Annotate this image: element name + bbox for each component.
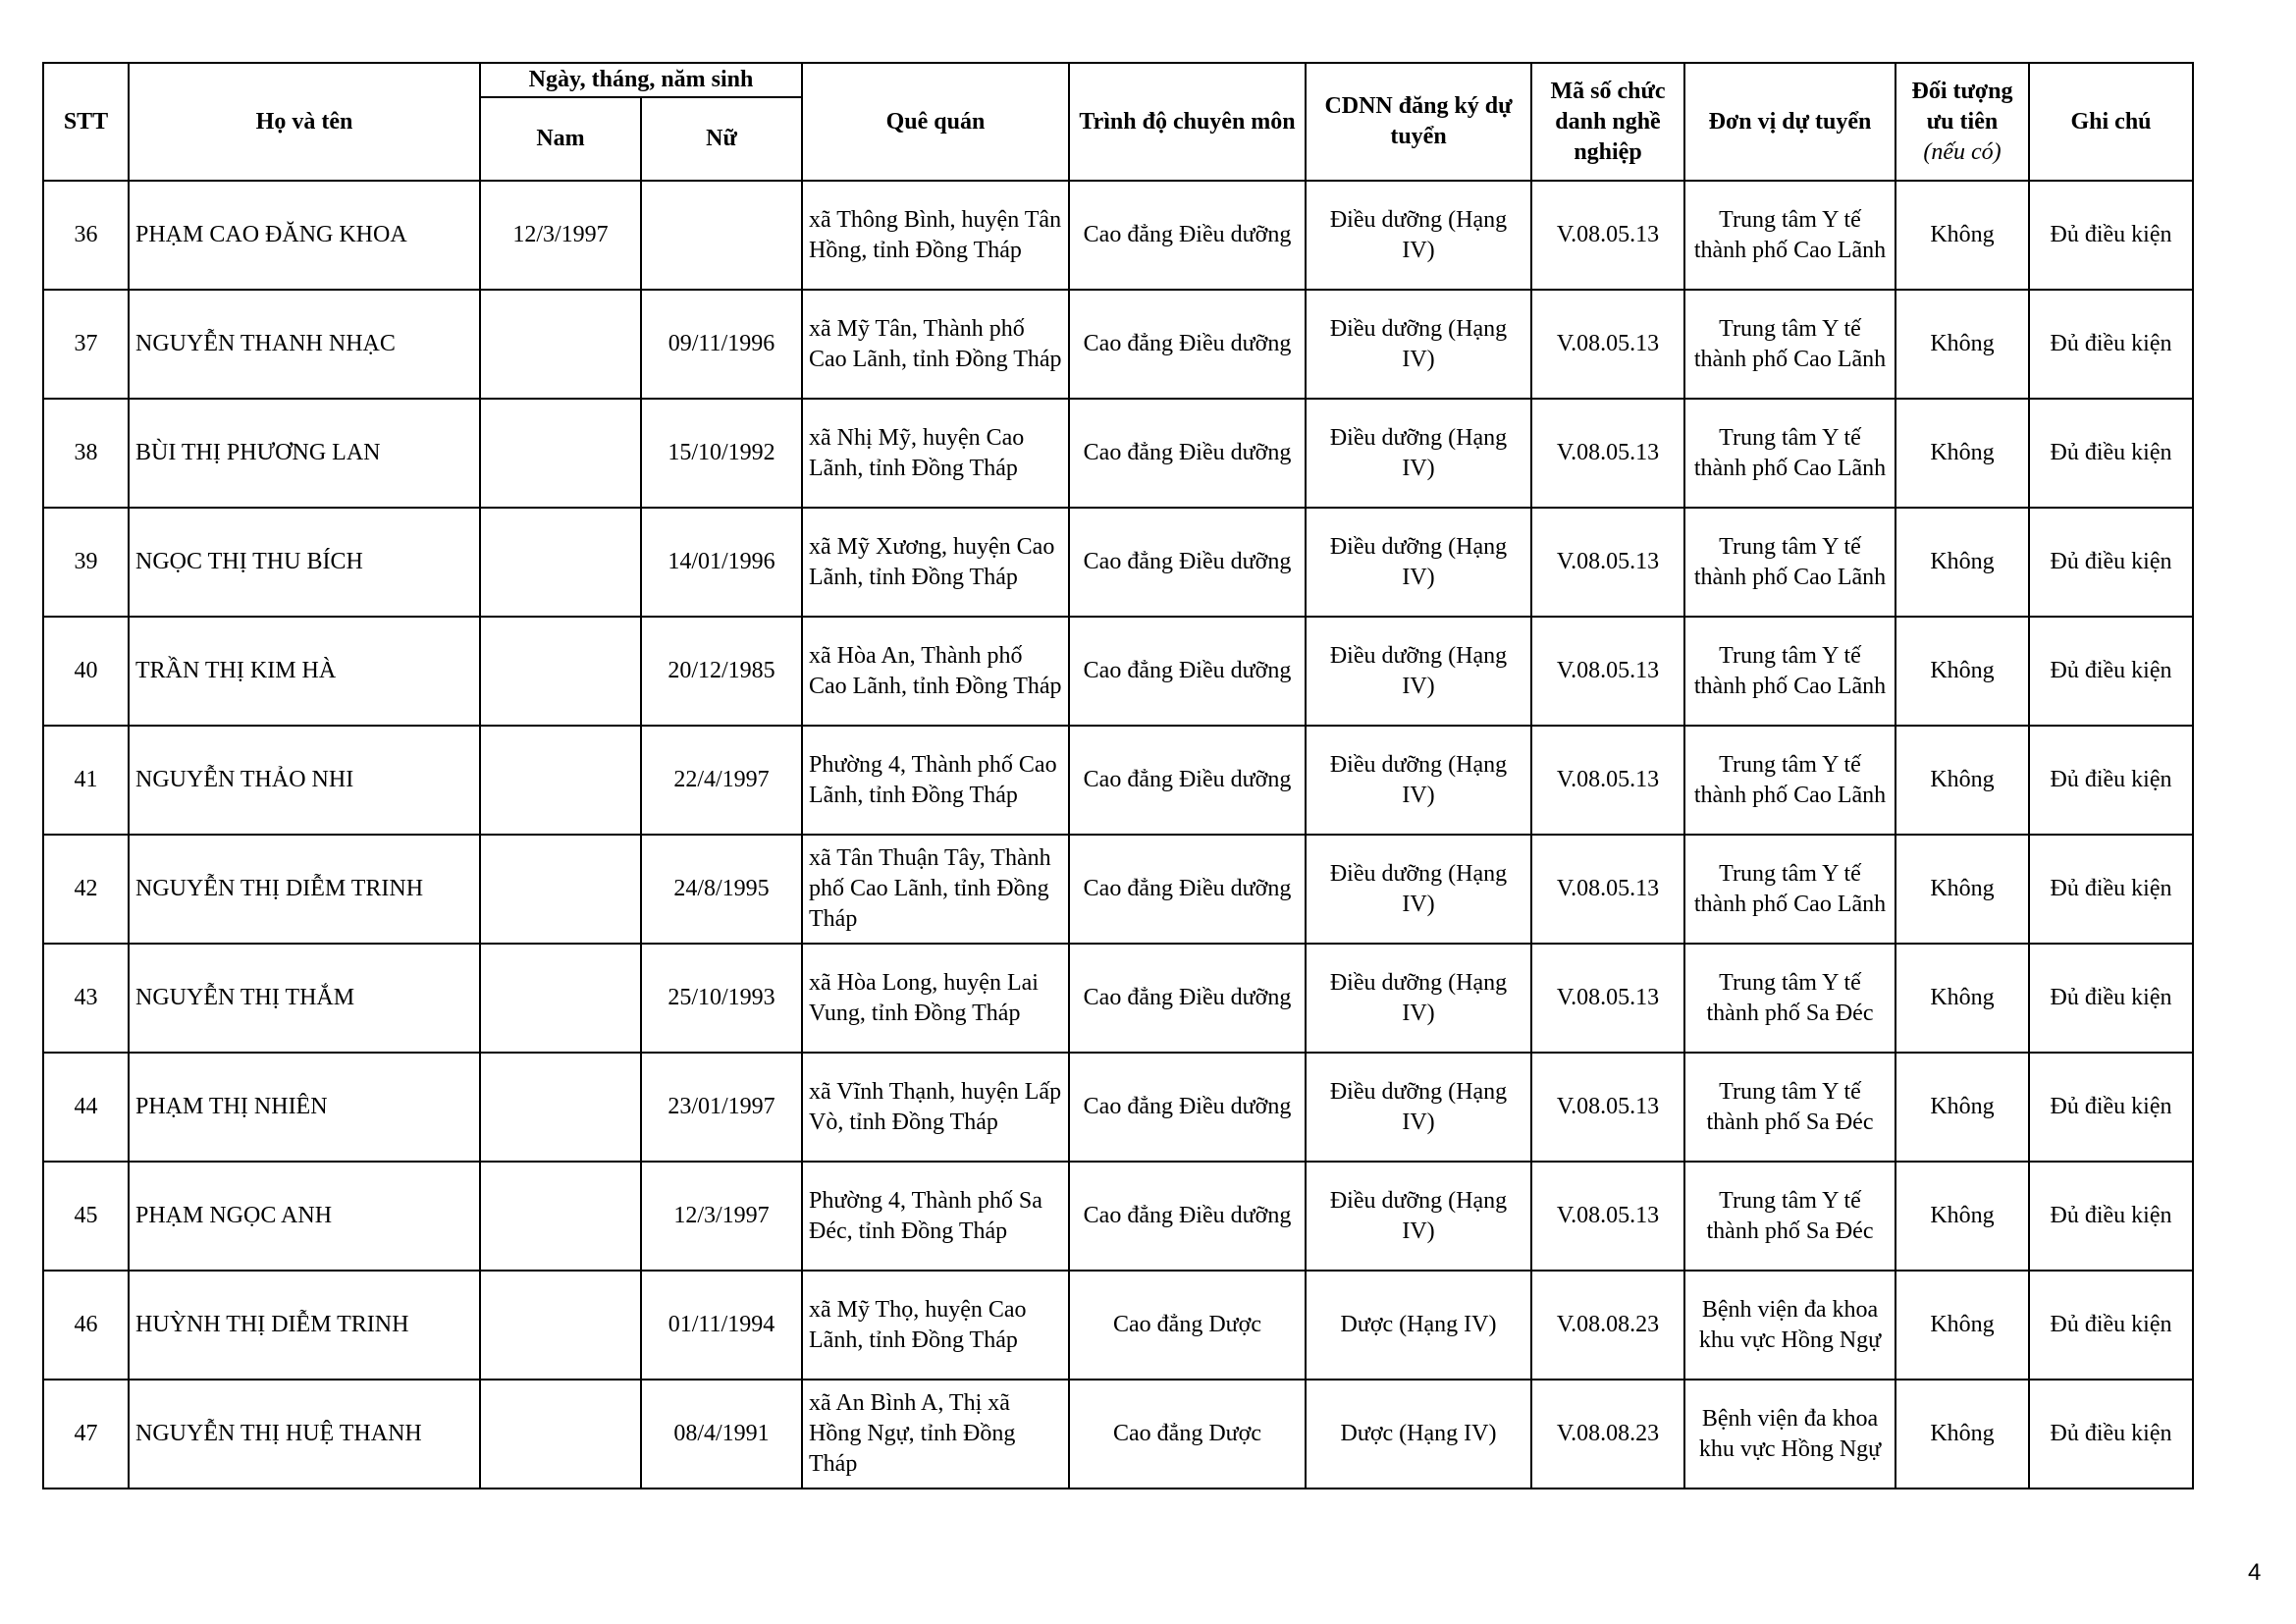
cell-ghi-chu: Đủ điều kiện: [2029, 508, 2193, 617]
cell-trinh-do: Cao đẳng Điều dưỡng: [1069, 944, 1306, 1053]
cell-stt: 36: [43, 181, 129, 290]
cell-ma-so: V.08.05.13: [1531, 1053, 1684, 1162]
table-row: [43, 290, 2193, 399]
cell-nam: [480, 508, 641, 617]
cell-ho-ten: PHẠM CAO ĐĂNG KHOA: [129, 181, 480, 290]
cell-nam: [480, 1380, 641, 1489]
cell-que-quan: xã An Bình A, Thị xã Hồng Ngự, tỉnh Đồng Tháp: [802, 1380, 1069, 1489]
cell-doi-tuong: Không: [1896, 290, 2029, 399]
table-row: [43, 181, 2193, 290]
cell-nu: 20/12/1985: [641, 617, 802, 726]
cell-nam: [480, 726, 641, 835]
cell-cdnn: Điều dưỡng (Hạng IV): [1306, 290, 1531, 399]
cell-ma-so: V.08.08.23: [1531, 1380, 1684, 1489]
cell-que-quan: xã Vĩnh Thạnh, huyện Lấp Vò, tỉnh Đồng Tháp: [802, 1053, 1069, 1162]
cell-don-vi: Trung tâm Y tế thành phố Cao Lãnh: [1684, 835, 1896, 944]
cell-doi-tuong: Không: [1896, 1053, 2029, 1162]
cell-don-vi: Trung tâm Y tế thành phố Sa Đéc: [1684, 1053, 1896, 1162]
cell-nu: 14/01/1996: [641, 508, 802, 617]
cell-stt: 42: [43, 835, 129, 944]
cell-ghi-chu: Đủ điều kiện: [2029, 1162, 2193, 1271]
cell-ma-so: V.08.05.13: [1531, 944, 1684, 1053]
cell-doi-tuong: Không: [1896, 1162, 2029, 1271]
cell-don-vi: Trung tâm Y tế thành phố Cao Lãnh: [1684, 726, 1896, 835]
cell-que-quan: Phường 4, Thành phố Cao Lãnh, tỉnh Đồng Tháp: [802, 726, 1069, 835]
cell-trinh-do: Cao đẳng Điều dưỡng: [1069, 1053, 1306, 1162]
cell-ghi-chu: Đủ điều kiện: [2029, 290, 2193, 399]
cell-trinh-do: Cao đẳng Dược: [1069, 1380, 1306, 1489]
cell-ma-so: V.08.05.13: [1531, 290, 1684, 399]
cell-nam: [480, 617, 641, 726]
cell-ghi-chu: Đủ điều kiện: [2029, 1380, 2193, 1489]
cell-ho-ten: NGUYỄN THANH NHẠC: [129, 290, 480, 399]
cell-ho-ten: NGUYỄN THỊ DIỄM TRINH: [129, 835, 480, 944]
cell-trinh-do: Cao đẳng Điều dưỡng: [1069, 181, 1306, 290]
cell-stt: 46: [43, 1271, 129, 1380]
cell-nu: 09/11/1996: [641, 290, 802, 399]
cell-que-quan: xã Mỹ Thọ, huyện Cao Lãnh, tỉnh Đồng Tháp: [802, 1271, 1069, 1380]
cell-don-vi: Bệnh viện đa khoa khu vực Hồng Ngự: [1684, 1380, 1896, 1489]
cell-cdnn: Điều dưỡng (Hạng IV): [1306, 399, 1531, 508]
cell-nu: [641, 181, 802, 290]
cell-doi-tuong: Không: [1896, 399, 2029, 508]
cell-don-vi: Bệnh viện đa khoa khu vực Hồng Ngự: [1684, 1271, 1896, 1380]
cell-que-quan: xã Hòa Long, huyện Lai Vung, tỉnh Đồng Tháp: [802, 944, 1069, 1053]
header-nu: Nữ: [641, 97, 802, 181]
cell-stt: 40: [43, 617, 129, 726]
cell-trinh-do: Cao đẳng Điều dưỡng: [1069, 726, 1306, 835]
cell-nu: 22/4/1997: [641, 726, 802, 835]
cell-stt: 41: [43, 726, 129, 835]
table-row: [43, 399, 2193, 508]
cell-stt: 39: [43, 508, 129, 617]
header-doi-tuong: [1896, 63, 2029, 181]
cell-don-vi: Trung tâm Y tế thành phố Sa Đéc: [1684, 1162, 1896, 1271]
cell-ghi-chu: Đủ điều kiện: [2029, 1271, 2193, 1380]
table-row: [43, 835, 2193, 944]
cell-doi-tuong: Không: [1896, 944, 2029, 1053]
header-ghi-chu: Ghi chú: [2029, 63, 2193, 181]
cell-ma-so: V.08.05.13: [1531, 617, 1684, 726]
cell-que-quan: xã Nhị Mỹ, huyện Cao Lãnh, tỉnh Đồng Tháp: [802, 399, 1069, 508]
cell-nam: [480, 399, 641, 508]
cell-ma-so: V.08.05.13: [1531, 399, 1684, 508]
cell-don-vi: Trung tâm Y tế thành phố Cao Lãnh: [1684, 399, 1896, 508]
table-row: [43, 944, 2193, 1053]
cell-stt: 37: [43, 290, 129, 399]
cell-ghi-chu: Đủ điều kiện: [2029, 726, 2193, 835]
cell-cdnn: Điều dưỡng (Hạng IV): [1306, 1162, 1531, 1271]
cell-que-quan: xã Thông Bình, huyện Tân Hồng, tỉnh Đồng Tháp: [802, 181, 1069, 290]
cell-doi-tuong: Không: [1896, 726, 2029, 835]
cell-que-quan: Phường 4, Thành phố Sa Đéc, tỉnh Đồng Tháp: [802, 1162, 1069, 1271]
cell-doi-tuong: Không: [1896, 1380, 2029, 1489]
cell-trinh-do: Cao đẳng Điều dưỡng: [1069, 290, 1306, 399]
cell-ma-so: V.08.05.13: [1531, 835, 1684, 944]
cell-cdnn: Dược (Hạng IV): [1306, 1271, 1531, 1380]
header-ngay-sinh: Ngày, tháng, năm sinh: [480, 63, 802, 97]
cell-ho-ten: PHẠM THỊ NHIÊN: [129, 1053, 480, 1162]
cell-ghi-chu: Đủ điều kiện: [2029, 944, 2193, 1053]
cell-ho-ten: NGUYỄN THỊ HUỆ THANH: [129, 1380, 480, 1489]
cell-trinh-do: Cao đẳng Điều dưỡng: [1069, 617, 1306, 726]
cell-ghi-chu: Đủ điều kiện: [2029, 617, 2193, 726]
header-doi-tuong-label: Đối tượng ưu tiên: [1911, 78, 2013, 135]
cell-trinh-do: Cao đẳng Điều dưỡng: [1069, 835, 1306, 944]
cell-ghi-chu: Đủ điều kiện: [2029, 835, 2193, 944]
candidate-table: [42, 62, 2194, 1489]
cell-ma-so: V.08.05.13: [1531, 1162, 1684, 1271]
header-nam: Nam: [480, 97, 641, 181]
cell-ho-ten: NGUYỄN THỊ THẮM: [129, 944, 480, 1053]
cell-doi-tuong: Không: [1896, 508, 2029, 617]
table-row: [43, 1271, 2193, 1380]
cell-cdnn: Điều dưỡng (Hạng IV): [1306, 1053, 1531, 1162]
cell-stt: 44: [43, 1053, 129, 1162]
header-stt: STT: [43, 63, 129, 181]
cell-ghi-chu: Đủ điều kiện: [2029, 181, 2193, 290]
cell-don-vi: Trung tâm Y tế thành phố Cao Lãnh: [1684, 617, 1896, 726]
table-body: [43, 181, 2193, 1489]
cell-que-quan: xã Tân Thuận Tây, Thành phố Cao Lãnh, tỉnh Đồng Tháp: [802, 835, 1069, 944]
cell-cdnn: Điều dưỡng (Hạng IV): [1306, 508, 1531, 617]
cell-que-quan: xã Mỹ Xương, huyện Cao Lãnh, tỉnh Đồng Tháp: [802, 508, 1069, 617]
cell-nu: 01/11/1994: [641, 1271, 802, 1380]
table-row: [43, 617, 2193, 726]
cell-nu: 23/01/1997: [641, 1053, 802, 1162]
cell-stt: 47: [43, 1380, 129, 1489]
cell-ghi-chu: Đủ điều kiện: [2029, 1053, 2193, 1162]
header-don-vi: Đơn vị dự tuyển: [1684, 63, 1896, 181]
cell-ho-ten: NGỌC THỊ THU BÍCH: [129, 508, 480, 617]
table-row: [43, 508, 2193, 617]
header-cdnn: CDNN đăng ký dự tuyển: [1306, 63, 1531, 181]
cell-doi-tuong: Không: [1896, 835, 2029, 944]
cell-ma-so: V.08.05.13: [1531, 508, 1684, 617]
cell-nam: [480, 1053, 641, 1162]
table-row: [43, 726, 2193, 835]
cell-nam: [480, 290, 641, 399]
cell-stt: 38: [43, 399, 129, 508]
cell-doi-tuong: Không: [1896, 1271, 2029, 1380]
cell-nu: 15/10/1992: [641, 399, 802, 508]
cell-nu: 25/10/1993: [641, 944, 802, 1053]
cell-trinh-do: Cao đẳng Điều dưỡng: [1069, 399, 1306, 508]
cell-cdnn: Điều dưỡng (Hạng IV): [1306, 726, 1531, 835]
cell-que-quan: xã Mỹ Tân, Thành phố Cao Lãnh, tỉnh Đồng Tháp: [802, 290, 1069, 399]
cell-ma-so: V.08.08.23: [1531, 1271, 1684, 1380]
cell-ho-ten: BÙI THỊ PHƯƠNG LAN: [129, 399, 480, 508]
cell-ma-so: V.08.05.13: [1531, 181, 1684, 290]
cell-nu: 12/3/1997: [641, 1162, 802, 1271]
cell-trinh-do: Cao đẳng Dược: [1069, 1271, 1306, 1380]
cell-cdnn: Điều dưỡng (Hạng IV): [1306, 944, 1531, 1053]
header-trinh-do: Trình độ chuyên môn: [1069, 63, 1306, 181]
cell-nu: 08/4/1991: [641, 1380, 802, 1489]
cell-stt: 45: [43, 1162, 129, 1271]
cell-cdnn: Điều dưỡng (Hạng IV): [1306, 835, 1531, 944]
cell-trinh-do: Cao đẳng Điều dưỡng: [1069, 1162, 1306, 1271]
cell-trinh-do: Cao đẳng Điều dưỡng: [1069, 508, 1306, 617]
cell-ho-ten: PHẠM NGỌC ANH: [129, 1162, 480, 1271]
cell-nam: [480, 835, 641, 944]
cell-don-vi: Trung tâm Y tế thành phố Cao Lãnh: [1684, 508, 1896, 617]
cell-ho-ten: NGUYỄN THẢO NHI: [129, 726, 480, 835]
header-doi-tuong-note: (nếu có): [1923, 138, 2002, 165]
table-row: [43, 1162, 2193, 1271]
page-number: 4: [2248, 1559, 2262, 1586]
table-row: [43, 1053, 2193, 1162]
cell-que-quan: xã Hòa An, Thành phố Cao Lãnh, tỉnh Đồng Tháp: [802, 617, 1069, 726]
cell-doi-tuong: Không: [1896, 181, 2029, 290]
cell-nam: 12/3/1997: [480, 181, 641, 290]
header-ma-so: Mã số chức danh nghề nghiệp: [1531, 63, 1684, 181]
cell-cdnn: Điều dưỡng (Hạng IV): [1306, 617, 1531, 726]
cell-don-vi: Trung tâm Y tế thành phố Sa Đéc: [1684, 944, 1896, 1053]
cell-nam: [480, 1162, 641, 1271]
cell-cdnn: Điều dưỡng (Hạng IV): [1306, 181, 1531, 290]
cell-nam: [480, 944, 641, 1053]
cell-nu: 24/8/1995: [641, 835, 802, 944]
cell-don-vi: Trung tâm Y tế thành phố Cao Lãnh: [1684, 290, 1896, 399]
cell-nam: [480, 1271, 641, 1380]
cell-stt: 43: [43, 944, 129, 1053]
table-row: [43, 1380, 2193, 1489]
cell-ho-ten: TRẦN THỊ KIM HÀ: [129, 617, 480, 726]
cell-ho-ten: HUỲNH THỊ DIỄM TRINH: [129, 1271, 480, 1380]
header-que-quan: Quê quán: [802, 63, 1069, 181]
cell-ghi-chu: Đủ điều kiện: [2029, 399, 2193, 508]
cell-cdnn: Dược (Hạng IV): [1306, 1380, 1531, 1489]
cell-doi-tuong: Không: [1896, 617, 2029, 726]
cell-ma-so: V.08.05.13: [1531, 726, 1684, 835]
cell-don-vi: Trung tâm Y tế thành phố Cao Lãnh: [1684, 181, 1896, 290]
header-ho-ten: Họ và tên: [129, 63, 480, 181]
